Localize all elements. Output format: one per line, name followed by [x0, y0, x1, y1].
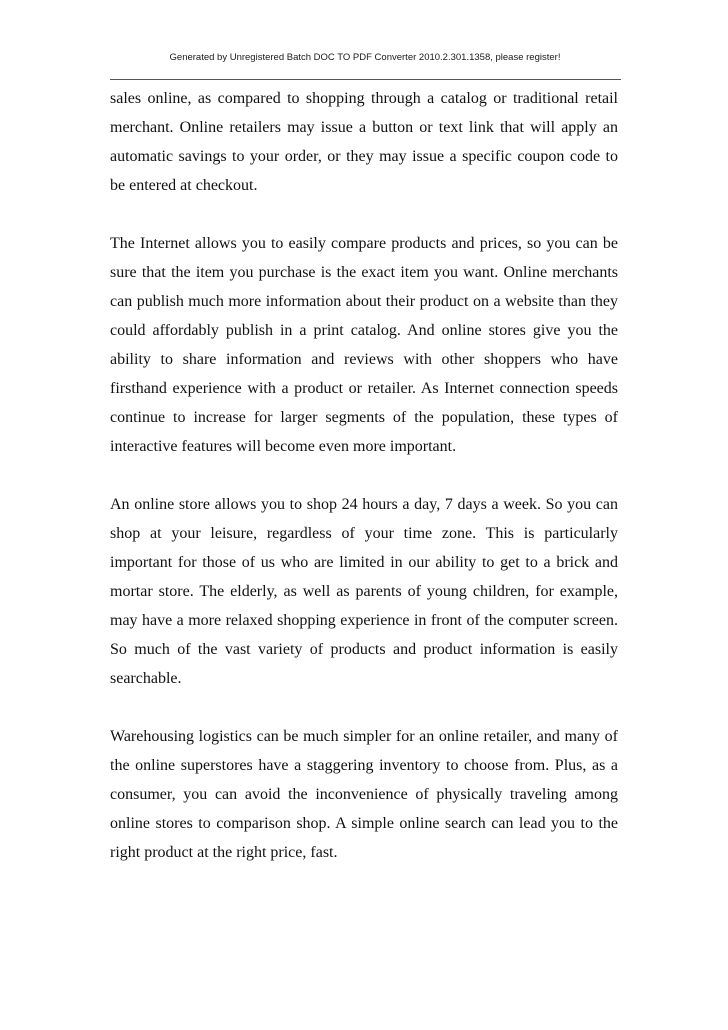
- paragraph-2: The Internet allows you to easily compare products and prices, so you can be sure that the item you purchase is the exact item you want. Online merchants can publish much more information about their product on a website than they could affordably publish in a print catalog. And online stores give you the ability to share information and reviews with other shoppers who have firsthand experience with a product or retailer. As Internet connection speeds continue to increase for larger segments of the population, these types of interactive features will become even more important.: [110, 235, 618, 455]
- paragraph-3: An online store allows you to shop 24 hours a day, 7 days a week. So you can shop at your leisure, regardless of your time zone. This is particularly important for those of us who are limited in our ability to get to a brick and mortar store. The elderly, as well as parents of young children, for example, may have a more relaxed shopping experience in front of the computer screen. So much of the vast variety of products and product information is easily searchable.: [110, 496, 618, 687]
- paragraph-1: sales online, as compared to shopping through a catalog or traditional retail merchant. Online retailers may issue a button or text link that will apply an automatic savings to your order, or they may issue a specific coupon code to be entered at checkout.: [110, 90, 618, 194]
- converter-header: Generated by Unregistered Batch DOC TO PDF Converter 2010.2.301.1358, please register!: [169, 52, 561, 63]
- header-divider: [110, 79, 621, 80]
- document-body: [110, 84, 618, 896]
- paragraph-4: Warehousing logistics can be much simpler for an online retailer, and many of the online superstores have a staggering inventory to choose from. Plus, as a consumer, you can avoid the inconvenience of physically traveling among online stores to comparison shop. A simple online search can lead you to the right product at the right price, fast.: [110, 728, 618, 861]
